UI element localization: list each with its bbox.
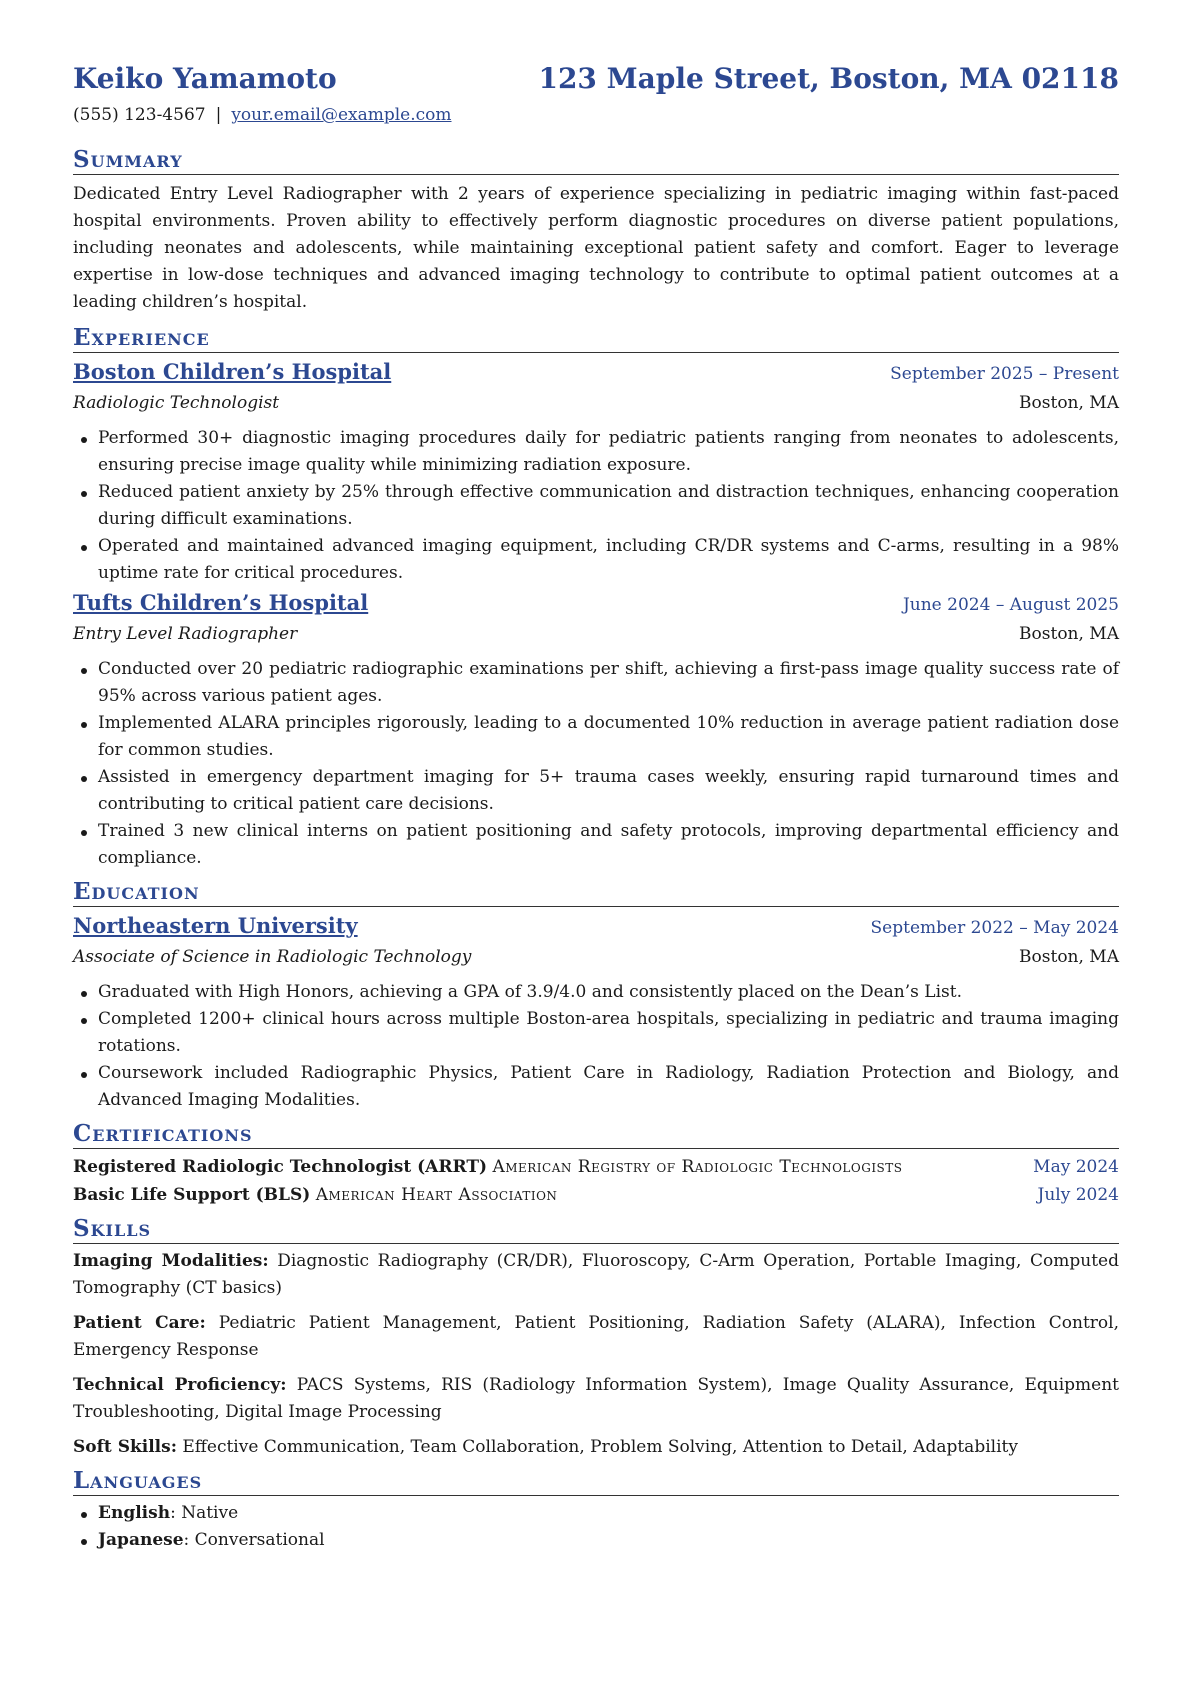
skill-text: Effective Communication, Team Collaboration, Problem Solving, Attention to Detail, Adaptability (182, 1437, 1018, 1457)
job-bullets (73, 425, 1119, 587)
list-item: Completed 1200+ clinical hours across multiple Boston-area hospitals, specializing in pediatric and trauma imaging rotations. (73, 1006, 1119, 1060)
list-item: Trained 3 new clinical interns on patient positioning and safety protocols, improving departmental efficiency and compliance. (73, 818, 1119, 872)
job-dates: September 2025 – Present (890, 364, 1119, 384)
language-name: English (98, 1503, 171, 1523)
job-location: Boston, MA (1019, 624, 1119, 644)
language-name: Japanese (98, 1530, 184, 1550)
certification-date: May 2024 (1033, 1157, 1119, 1177)
education-location: Boston, MA (1019, 947, 1119, 967)
skill-group (73, 1372, 1119, 1426)
language-level: : Native (170, 1503, 239, 1523)
list-item: Implemented ALARA principles rigorously, leading to a documented 10% reduction in average patient radiation dose for common studies. (73, 710, 1119, 764)
summary-text: Dedicated Entry Level Radiographer with 2 years of experience specializing in pediatric imaging within fast-paced hospital environments. Proven ability to effectively perform diagnostic procedures on diverse patient populations, including neonates and adolescents, while maintaining exceptional patient safety and comfort. Eager to leverage expertise in low-dose techniques and advanced imaging technology to contribute to optimal patient outcomes at a leading children’s hospital. (73, 184, 1119, 312)
email-link[interactable]: your.email@example.com (231, 105, 452, 125)
list-item: Assisted in emergency department imaging for 5+ trauma cases weekly, ensuring rapid turnaround times and contributing to critical patient care decisions. (73, 764, 1119, 818)
experience-entry (73, 357, 1119, 587)
certification-row (73, 1153, 1119, 1181)
list-item: Reduced patient anxiety by 25% through effective communication and distraction techniques, enhancing cooperation during difficult examinations. (73, 479, 1119, 533)
section-title-summary: Summary (73, 146, 1119, 175)
certification-issuer: American Registry of Radiologic Technologists (492, 1157, 903, 1177)
certifications-list (73, 1153, 1119, 1209)
certification-name: Basic Life Support (BLS) (73, 1185, 311, 1205)
list-item (73, 1500, 1119, 1527)
school-link[interactable]: Northeastern University (73, 913, 358, 938)
job-title: Entry Level Radiographer (73, 624, 298, 644)
list-item: Coursework included Radiographic Physics, Patient Care in Radiology, Radiation Protection and Biology, and Advanced Imaging Modalities. (73, 1060, 1119, 1114)
degree: Associate of Science in Radiologic Technology (73, 947, 472, 967)
skill-text: Diagnostic Radiography (CR/DR), Fluoroscopy, C-Arm Operation, Portable Imaging, Computed Tomography (CT basics) (73, 1251, 1119, 1298)
language-level: : Conversational (183, 1530, 325, 1550)
education-dates: September 2022 – May 2024 (870, 918, 1119, 938)
education-entry (73, 911, 1119, 1114)
employer-link[interactable]: Tufts Children’s Hospital (73, 590, 369, 615)
skill-label: Patient Care: (73, 1313, 206, 1333)
candidate-name: Keiko Yamamoto (73, 62, 337, 95)
skill-label: Technical Proficiency: (73, 1375, 287, 1395)
list-item: Performed 30+ diagnostic imaging procedures daily for pediatric patients ranging from neonates to adolescents, ensuring precise image quality while minimizing radiation exposure. (73, 425, 1119, 479)
education-bullets (73, 979, 1119, 1114)
job-bullets (73, 656, 1119, 872)
skills-list (73, 1248, 1119, 1461)
section-title-languages: Languages (73, 1467, 1119, 1496)
list-item: Graduated with High Honors, achieving a GPA of 3.9/4.0 and consistently placed on the Dean’s List. (73, 979, 1119, 1006)
phone: (555) 123-4567 (73, 105, 206, 125)
skill-label: Imaging Modalities: (73, 1251, 269, 1271)
section-title-education: Education (73, 878, 1119, 907)
skill-group (73, 1248, 1119, 1302)
experience-entry (73, 588, 1119, 872)
list-item: Operated and maintained advanced imaging equipment, including CR/DR systems and C-arms, resulting in a 98% uptime rate for critical procedures. (73, 533, 1119, 587)
list-item: Conducted over 20 pediatric radiographic examinations per shift, achieving a first-pass image quality success rate of 95% across various patient ages. (73, 656, 1119, 710)
section-title-skills: Skills (73, 1215, 1119, 1244)
section-title-experience: Experience (73, 324, 1119, 353)
skill-group (73, 1310, 1119, 1364)
skill-label: Soft Skills: (73, 1437, 177, 1457)
job-location: Boston, MA (1019, 393, 1119, 413)
certification-row (73, 1181, 1119, 1209)
certification-date: July 2024 (1037, 1185, 1119, 1205)
skill-text: PACS Systems, RIS (Radiology Information System), Image Quality Assurance, Equipment Troubleshooting, Digital Image Processing (73, 1375, 1120, 1422)
header (73, 58, 1119, 100)
certification-issuer: American Heart Association (315, 1185, 558, 1205)
contact-line (73, 102, 1119, 128)
address: 123 Maple Street, Boston, MA 02118 (538, 62, 1119, 95)
skill-text: Pediatric Patient Management, Patient Positioning, Radiation Safety (ALARA), Infection Control, Emergency Response (73, 1313, 1119, 1360)
languages-list (73, 1500, 1119, 1554)
certification-name: Registered Radiologic Technologist (ARRT) (73, 1157, 488, 1177)
list-item (73, 1527, 1119, 1554)
skill-group (73, 1434, 1119, 1461)
job-dates: June 2024 – August 2025 (902, 595, 1119, 615)
section-title-certifications: Certifications (73, 1120, 1119, 1149)
job-title: Radiologic Technologist (73, 393, 280, 413)
employer-link[interactable]: Boston Children’s Hospital (73, 359, 392, 384)
contact-separator: | (215, 105, 222, 125)
